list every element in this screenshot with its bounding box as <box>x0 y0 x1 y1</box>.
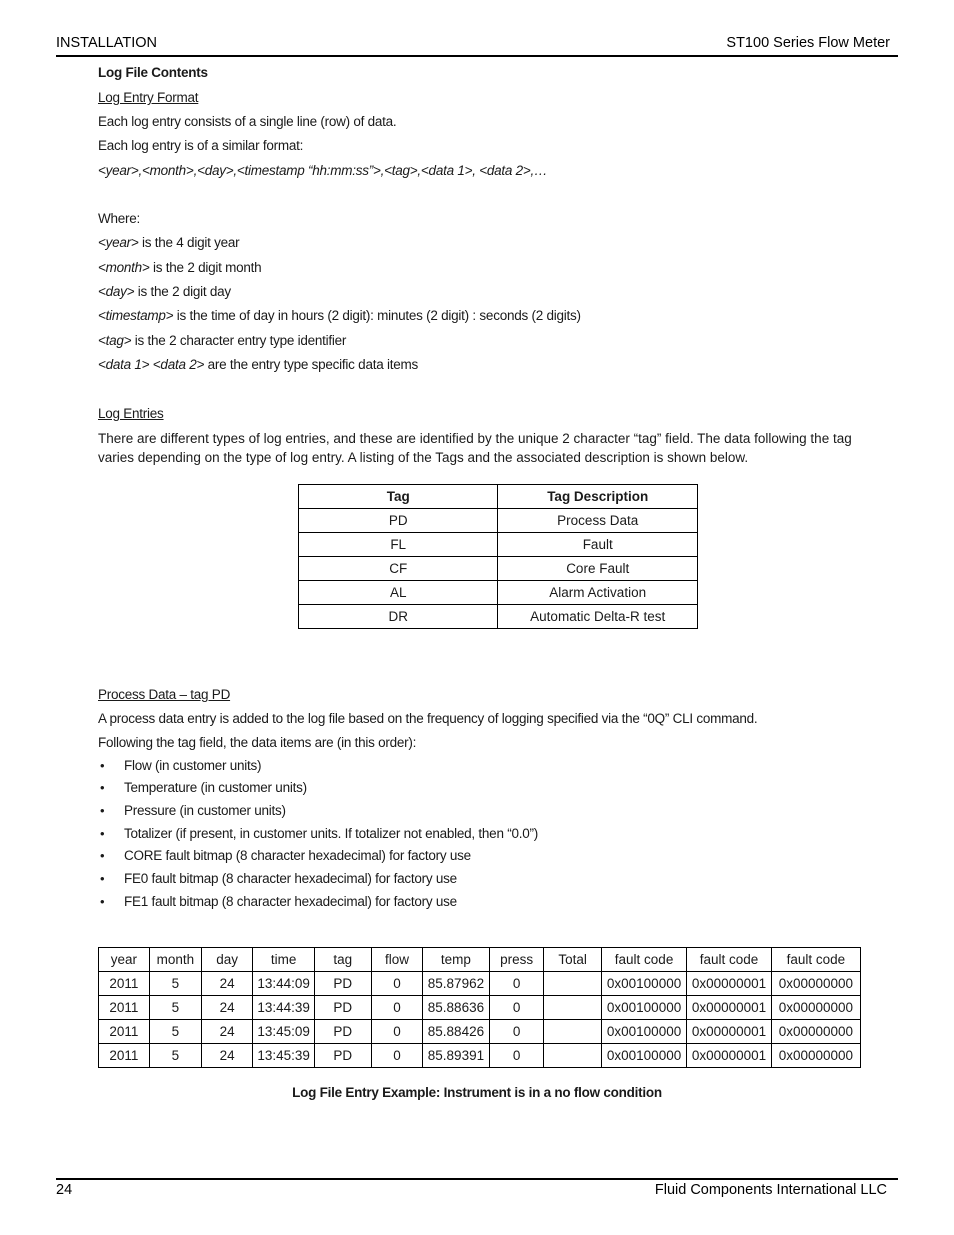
log-table-header: tag <box>314 948 371 972</box>
log-table-cell: 13:44:39 <box>253 996 315 1020</box>
definition-term: <year> <box>98 235 139 250</box>
log-table-row <box>99 972 861 996</box>
bullet-item: FE0 fault bitmap (8 character hexadecimal) for factory use <box>124 871 457 886</box>
bullet-item: CORE fault bitmap (8 character hexadecimal) for factory use <box>124 848 471 863</box>
definition-desc: is the 2 digit day <box>134 284 231 299</box>
log-table-header: fault code <box>601 948 686 972</box>
tag-table-row <box>299 533 698 557</box>
log-table-cell: 0 <box>489 1044 544 1068</box>
bullet-icon: • <box>100 826 105 841</box>
log-table-cell: 0x00100000 <box>601 996 686 1020</box>
log-table-cell: 85.88426 <box>423 1020 489 1044</box>
definition-item <box>98 260 261 275</box>
tag-table-header-row <box>299 485 698 509</box>
log-table-cell: 0x00000000 <box>771 1044 860 1068</box>
definition-desc: is the time of day in hours (2 digit): minutes (2 digit) : seconds (2 digits) <box>173 308 581 323</box>
definition-desc: are the entry type specific data items <box>204 357 418 372</box>
bullet-icon: • <box>100 803 105 818</box>
tag-description-cell: Automatic Delta-R test <box>498 605 698 629</box>
definition-item <box>98 308 581 323</box>
definition-term: <month> <box>98 260 150 275</box>
tag-table-header: Tag Description <box>498 485 698 509</box>
log-table-cell: 85.88636 <box>423 996 489 1020</box>
header-product: ST100 Series Flow Meter <box>726 35 890 51</box>
tag-table-row <box>299 605 698 629</box>
definition-term: <data 1> <data 2> <box>98 357 205 372</box>
format-paragraph-1: Each log entry consists of a single line (row) of data. <box>98 114 397 129</box>
bullet-item: Totalizer (if present, in customer units. If totalizer not enabled, then “0.0”) <box>124 826 538 841</box>
log-table-header-row <box>99 948 861 972</box>
definition-item <box>98 357 418 372</box>
log-table-cell: 0x00000001 <box>687 972 771 996</box>
log-table-row <box>99 996 861 1020</box>
definition-item <box>98 333 346 348</box>
log-table-cell <box>544 1044 601 1068</box>
log-table-cell: 0x00000001 <box>687 1044 771 1068</box>
log-table-cell: 24 <box>202 996 253 1020</box>
log-table-header: flow <box>371 948 422 972</box>
tag-description-cell: Core Fault <box>498 557 698 581</box>
format-subheading: Log Entry Format <box>98 90 199 105</box>
log-table-cell: 0x00000000 <box>771 996 860 1020</box>
tag-description-cell: Alarm Activation <box>498 581 698 605</box>
log-table-header: fault code <box>771 948 860 972</box>
footer-company: Fluid Components International LLC <box>654 1182 887 1198</box>
definition-item <box>98 235 239 250</box>
header-section: INSTALLATION <box>56 35 157 51</box>
definition-desc: is the 4 digit year <box>138 235 240 250</box>
log-table-header: year <box>99 948 150 972</box>
definition-desc: is the 2 digit month <box>149 260 262 275</box>
log-table-cell <box>544 996 601 1020</box>
page-heading: Log File Contents <box>98 65 208 80</box>
footer-rule <box>56 1178 898 1180</box>
bullet-icon: • <box>100 894 105 909</box>
log-table-cell: 24 <box>202 1044 253 1068</box>
log-table-cell: 0 <box>489 996 544 1020</box>
log-table-cell: 2011 <box>99 996 150 1020</box>
pd-paragraph-1: A process data entry is added to the log file based on the frequency of logging specified via the “0Q” CLI command. <box>98 711 758 726</box>
bullet-item: FE1 fault bitmap (8 character hexadecimal) for factory use <box>124 894 457 909</box>
log-table-cell <box>544 1020 601 1044</box>
tag-table-row <box>299 581 698 605</box>
log-table-cell: 0 <box>371 972 422 996</box>
bullet-icon: • <box>100 848 105 863</box>
bullet-icon: • <box>100 780 105 795</box>
definition-item <box>98 284 231 299</box>
header-rule <box>56 55 898 57</box>
bullet-icon: • <box>100 871 105 886</box>
definition-desc: is the 2 character entry type identifier <box>131 333 347 348</box>
tag-table-row <box>299 509 698 533</box>
bullet-item: Pressure (in customer units) <box>124 803 286 818</box>
log-table-cell: 13:44:09 <box>253 972 315 996</box>
log-table-cell: 5 <box>149 996 201 1020</box>
log-table-cell: 0x00000001 <box>687 1020 771 1044</box>
table-caption: Log File Entry Example: Instrument is in a no flow condition <box>292 1085 662 1100</box>
log-table-cell: 0 <box>371 1044 422 1068</box>
definition-term: <tag> <box>98 333 132 348</box>
pd-paragraph-2: Following the tag field, the data items are (in this order): <box>98 735 417 750</box>
log-table-cell: 0x00100000 <box>601 1020 686 1044</box>
tag-description-cell: Fault <box>498 533 698 557</box>
definition-term: <day> <box>98 284 135 299</box>
tag-cell: PD <box>299 509 498 533</box>
log-table-cell: 0x00100000 <box>601 1044 686 1068</box>
log-table-header: Total <box>544 948 601 972</box>
log-table-header: time <box>253 948 315 972</box>
log-table-cell: 0x00000000 <box>771 1020 860 1044</box>
log-table-cell: 5 <box>149 972 201 996</box>
log-table-cell: 13:45:39 <box>253 1044 315 1068</box>
log-table-cell: PD <box>314 996 371 1020</box>
entries-subheading: Log Entries <box>98 406 164 421</box>
tag-cell: AL <box>299 581 498 605</box>
format-template: <year>,<month>,<day>,<timestamp “hh:mm:ss”>,<tag>,<data 1>, <data 2>,… <box>98 163 548 178</box>
log-table-cell: 0 <box>489 1020 544 1044</box>
log-table-cell: 2011 <box>99 1020 150 1044</box>
definition-term: <timestamp> <box>98 308 174 323</box>
log-table-cell: 2011 <box>99 972 150 996</box>
log-table-cell: 0x00000000 <box>771 972 860 996</box>
log-table-header: day <box>202 948 253 972</box>
bullet-item: Temperature (in customer units) <box>124 780 307 795</box>
log-table-header: press <box>489 948 544 972</box>
log-table-cell: 24 <box>202 972 253 996</box>
log-table-cell: 0 <box>371 996 422 1020</box>
tag-cell: FL <box>299 533 498 557</box>
log-table-cell: 13:45:09 <box>253 1020 315 1044</box>
bullet-item: Flow (in customer units) <box>124 758 262 773</box>
log-table-cell: 0 <box>489 972 544 996</box>
bullet-icon: • <box>100 758 105 773</box>
tag-table <box>298 484 698 629</box>
log-table-row <box>99 1044 861 1068</box>
log-table-header: temp <box>423 948 489 972</box>
log-table-cell <box>544 972 601 996</box>
tag-cell: DR <box>299 605 498 629</box>
log-table-cell: 0x00000001 <box>687 996 771 1020</box>
log-table-cell: 85.89391 <box>423 1044 489 1068</box>
log-table-cell: 2011 <box>99 1044 150 1068</box>
log-table-header: fault code <box>687 948 771 972</box>
log-table-cell: 0x00100000 <box>601 972 686 996</box>
tag-table-header: Tag <box>299 485 498 509</box>
log-table-cell: 85.87962 <box>423 972 489 996</box>
tag-cell: CF <box>299 557 498 581</box>
log-table-cell: 0 <box>371 1020 422 1044</box>
page-number: 24 <box>56 1182 73 1198</box>
log-example-table <box>98 947 861 1068</box>
pd-subheading: Process Data – tag PD <box>98 687 231 702</box>
log-table-header: month <box>149 948 201 972</box>
log-table-row <box>99 1020 861 1044</box>
tag-table-row <box>299 557 698 581</box>
log-table-cell: 5 <box>149 1020 201 1044</box>
tag-description-cell: Process Data <box>498 509 698 533</box>
log-table-cell: PD <box>314 1020 371 1044</box>
log-table-cell: PD <box>314 972 371 996</box>
log-table-cell: 24 <box>202 1020 253 1044</box>
where-label: Where: <box>98 211 141 226</box>
log-table-cell: PD <box>314 1044 371 1068</box>
log-table-cell: 5 <box>149 1044 201 1068</box>
format-paragraph-2: Each log entry is of a similar format: <box>98 138 304 153</box>
entries-paragraph: There are different types of log entries, and these are identified by the unique 2 character “tag” field. The data following the tag varies depending on the type of log entry. A listing of the Tags and the associated description is shown below. <box>98 431 852 465</box>
